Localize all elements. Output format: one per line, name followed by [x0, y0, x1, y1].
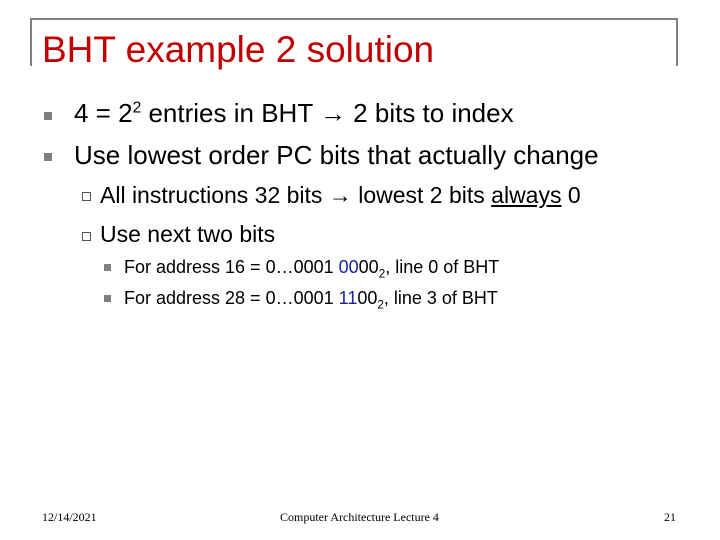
- footer-course-title: Computer Architecture Lecture 4: [280, 510, 439, 524]
- bullet-address-28: [124, 287, 498, 312]
- bullet-text-start: 4 = 2: [74, 98, 133, 128]
- hollow-square-bullet-icon: [82, 192, 91, 201]
- bullet-text-start: All instructions 32 bits → lowest 2 bits: [100, 182, 492, 208]
- frame-right-line: [676, 18, 678, 66]
- bullet-instructions-32-bits: [100, 181, 581, 209]
- offset-bits: 00: [358, 257, 379, 277]
- bullet-next-two-bits: Use next two bits: [100, 221, 276, 247]
- bullet-text-end: entries in BHT → 2 bits to index: [141, 98, 514, 128]
- square-bullet-icon: [104, 295, 111, 302]
- bullet-bht-entries: [74, 97, 514, 129]
- square-bullet-icon: [44, 153, 52, 161]
- bullet-text-end: 0: [561, 182, 581, 208]
- frame-left-line: [30, 18, 32, 66]
- index-bits-highlight: 00: [338, 257, 359, 277]
- bullet-address-16: [124, 256, 500, 281]
- bht-line-text: , line 0 of BHT: [385, 257, 500, 277]
- exponent: 2: [132, 99, 142, 117]
- underlined-word: always: [491, 182, 562, 208]
- slide-title: BHT example 2 solution: [42, 29, 435, 70]
- frame-top-line: [30, 18, 678, 20]
- base-subscript: 2: [377, 298, 384, 312]
- index-bits-highlight: 11: [338, 288, 358, 308]
- hollow-square-bullet-icon: [82, 232, 91, 241]
- bullet-lowest-order-bits: Use lowest order PC bits that actually change: [74, 140, 599, 170]
- square-bullet-icon: [104, 264, 111, 271]
- address-prefix: For address 16 = 0…0001: [124, 257, 339, 277]
- offset-bits: 00: [357, 288, 378, 308]
- bht-line-text: , line 3 of BHT: [383, 288, 498, 308]
- square-bullet-icon: [44, 112, 52, 120]
- footer-date: 12/14/2021: [42, 510, 97, 524]
- slide-number: 21: [664, 510, 676, 524]
- base-subscript: 2: [378, 267, 386, 281]
- address-prefix: For address 28 = 0…0001: [124, 288, 339, 308]
